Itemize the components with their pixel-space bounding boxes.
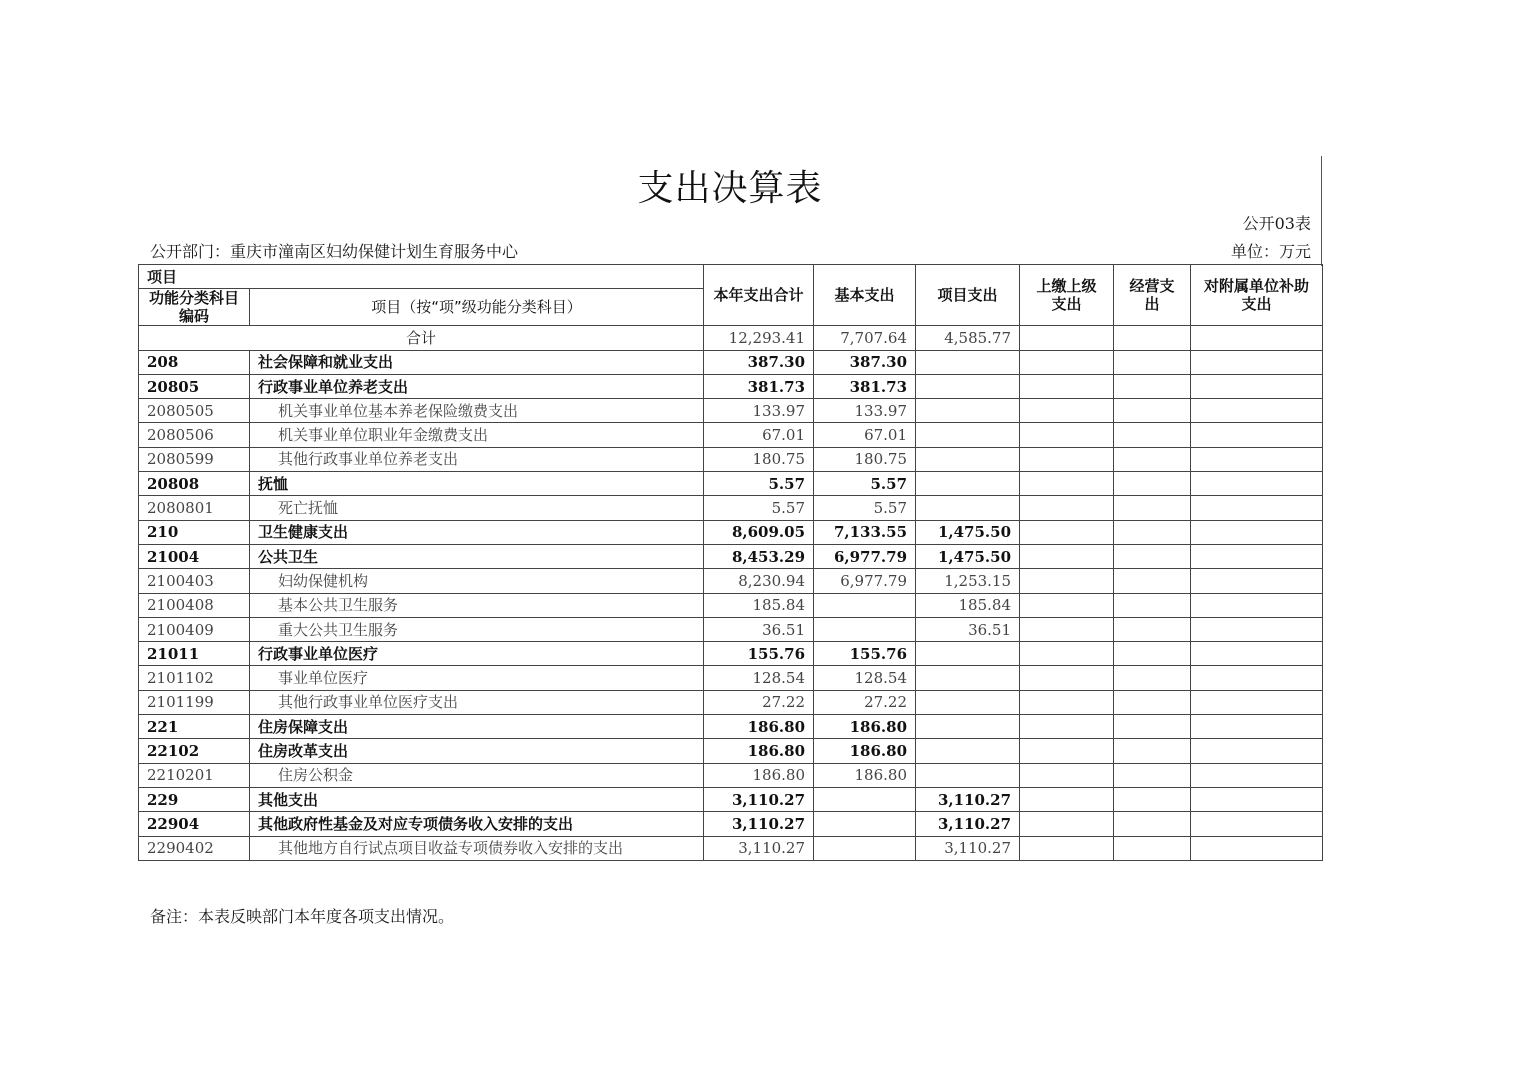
row-business <box>1114 763 1191 787</box>
row-basic <box>814 617 916 641</box>
total-upper <box>1020 326 1114 350</box>
row-code: 208 <box>139 350 250 374</box>
row-subsidy <box>1191 569 1323 593</box>
row-name: 其他政府性基金及对应专项债务收入安排的支出 <box>250 812 704 836</box>
row-code: 21011 <box>139 642 250 666</box>
row-business <box>1114 690 1191 714</box>
row-project <box>916 642 1020 666</box>
row-business <box>1114 544 1191 568</box>
row-name: 其他行政事业单位养老支出 <box>250 447 704 471</box>
row-total: 8,230.94 <box>704 569 814 593</box>
row-business <box>1114 472 1191 496</box>
row-total: 186.80 <box>704 739 814 763</box>
header-item: 项目 <box>139 265 704 289</box>
table-row <box>139 763 1323 787</box>
form-number: 公开03表 <box>1242 214 1311 233</box>
total-row <box>139 326 1323 350</box>
row-name: 其他行政事业单位医疗支出 <box>250 690 704 714</box>
row-code: 221 <box>139 715 250 739</box>
row-name: 妇幼保健机构 <box>250 569 704 593</box>
row-subsidy <box>1191 666 1323 690</box>
row-business <box>1114 447 1191 471</box>
row-basic: 133.97 <box>814 399 916 423</box>
row-project <box>916 399 1020 423</box>
row-basic: 6,977.79 <box>814 569 916 593</box>
row-upper <box>1020 666 1114 690</box>
row-project: 1,475.50 <box>916 520 1020 544</box>
table-row <box>139 520 1323 544</box>
row-business <box>1114 593 1191 617</box>
row-basic: 186.80 <box>814 715 916 739</box>
row-upper <box>1020 739 1114 763</box>
row-subsidy <box>1191 423 1323 447</box>
table-row <box>139 447 1323 471</box>
page-title: 支出决算表 <box>637 168 823 209</box>
table-row <box>139 642 1323 666</box>
row-project <box>916 739 1020 763</box>
row-project: 185.84 <box>916 593 1020 617</box>
row-code: 2080599 <box>139 447 250 471</box>
row-code: 2080506 <box>139 423 250 447</box>
row-code: 2101199 <box>139 690 250 714</box>
row-basic: 381.73 <box>814 374 916 398</box>
row-basic: 128.54 <box>814 666 916 690</box>
row-basic <box>814 812 916 836</box>
row-upper <box>1020 812 1114 836</box>
row-project <box>916 350 1020 374</box>
row-subsidy <box>1191 520 1323 544</box>
table-row <box>139 593 1323 617</box>
row-total: 8,453.29 <box>704 544 814 568</box>
total-project: 4,585.77 <box>916 326 1020 350</box>
row-subsidy <box>1191 787 1323 811</box>
total-subsidy <box>1191 326 1323 350</box>
table-row <box>139 690 1323 714</box>
row-basic: 155.76 <box>814 642 916 666</box>
row-name: 社会保障和就业支出 <box>250 350 704 374</box>
row-business <box>1114 374 1191 398</box>
row-business <box>1114 617 1191 641</box>
row-subsidy <box>1191 447 1323 471</box>
row-basic: 180.75 <box>814 447 916 471</box>
row-code: 2290402 <box>139 836 250 860</box>
row-basic: 6,977.79 <box>814 544 916 568</box>
row-total: 8,609.05 <box>704 520 814 544</box>
row-upper <box>1020 544 1114 568</box>
row-code: 22102 <box>139 739 250 763</box>
row-code: 22904 <box>139 812 250 836</box>
row-business <box>1114 715 1191 739</box>
row-name: 抚恤 <box>250 472 704 496</box>
row-name: 死亡抚恤 <box>250 496 704 520</box>
row-code: 2080505 <box>139 399 250 423</box>
row-project <box>916 666 1020 690</box>
table-row <box>139 423 1323 447</box>
row-business <box>1114 836 1191 860</box>
row-business <box>1114 569 1191 593</box>
row-code: 21004 <box>139 544 250 568</box>
row-code: 2210201 <box>139 763 250 787</box>
row-name: 行政事业单位医疗 <box>250 642 704 666</box>
row-upper <box>1020 787 1114 811</box>
row-code: 229 <box>139 787 250 811</box>
row-basic: 387.30 <box>814 350 916 374</box>
row-project <box>916 423 1020 447</box>
row-total: 3,110.27 <box>704 836 814 860</box>
row-project: 1,253.15 <box>916 569 1020 593</box>
table-row <box>139 569 1323 593</box>
row-upper <box>1020 690 1114 714</box>
table-row <box>139 787 1323 811</box>
row-basic: 7,133.55 <box>814 520 916 544</box>
row-total: 185.84 <box>704 593 814 617</box>
table-row <box>139 715 1323 739</box>
row-project: 36.51 <box>916 617 1020 641</box>
row-name: 其他地方自行试点项目收益专项债券收入安排的支出 <box>250 836 704 860</box>
table-row <box>139 836 1323 860</box>
row-project <box>916 447 1020 471</box>
row-subsidy <box>1191 690 1323 714</box>
row-name: 卫生健康支出 <box>250 520 704 544</box>
table-row <box>139 350 1323 374</box>
row-total: 128.54 <box>704 666 814 690</box>
row-upper <box>1020 447 1114 471</box>
row-upper <box>1020 569 1114 593</box>
row-total: 387.30 <box>704 350 814 374</box>
row-subsidy <box>1191 715 1323 739</box>
row-upper <box>1020 520 1114 544</box>
expenditure-table <box>138 264 1323 861</box>
row-subsidy <box>1191 836 1323 860</box>
table-row <box>139 544 1323 568</box>
table-row <box>139 374 1323 398</box>
row-basic: 186.80 <box>814 739 916 763</box>
row-name: 住房改革支出 <box>250 739 704 763</box>
row-code: 2101102 <box>139 666 250 690</box>
row-basic <box>814 787 916 811</box>
row-business <box>1114 496 1191 520</box>
row-subsidy <box>1191 350 1323 374</box>
department-label: 公开部门：重庆市潼南区妇幼保健计划生育服务中心 <box>150 242 519 261</box>
row-total: 3,110.27 <box>704 812 814 836</box>
row-total: 180.75 <box>704 447 814 471</box>
row-code: 20805 <box>139 374 250 398</box>
header-subsidy: 对附属单位补助支出 <box>1191 265 1323 326</box>
row-upper <box>1020 593 1114 617</box>
row-subsidy <box>1191 399 1323 423</box>
row-total: 186.80 <box>704 715 814 739</box>
row-total: 133.97 <box>704 399 814 423</box>
row-name: 行政事业单位养老支出 <box>250 374 704 398</box>
row-project: 3,110.27 <box>916 836 1020 860</box>
row-name: 住房公积金 <box>250 763 704 787</box>
row-code: 2100403 <box>139 569 250 593</box>
header-business: 经营支出 <box>1114 265 1191 326</box>
row-business <box>1114 787 1191 811</box>
row-name: 住房保障支出 <box>250 715 704 739</box>
row-code: 2080801 <box>139 496 250 520</box>
row-project <box>916 472 1020 496</box>
total-total: 12,293.41 <box>704 326 814 350</box>
header-basic: 基本支出 <box>814 265 916 326</box>
row-name: 机关事业单位基本养老保险缴费支出 <box>250 399 704 423</box>
row-project: 3,110.27 <box>916 787 1020 811</box>
row-basic: 67.01 <box>814 423 916 447</box>
row-name: 事业单位医疗 <box>250 666 704 690</box>
row-project: 3,110.27 <box>916 812 1020 836</box>
row-upper <box>1020 642 1114 666</box>
row-upper <box>1020 374 1114 398</box>
total-business <box>1114 326 1191 350</box>
row-name: 其他支出 <box>250 787 704 811</box>
table-row <box>139 399 1323 423</box>
total-basic: 7,707.64 <box>814 326 916 350</box>
row-basic: 5.57 <box>814 472 916 496</box>
header-total: 本年支出合计 <box>704 265 814 326</box>
row-basic <box>814 593 916 617</box>
row-total: 67.01 <box>704 423 814 447</box>
table-row <box>139 472 1323 496</box>
header-project: 项目支出 <box>916 265 1020 326</box>
row-basic: 186.80 <box>814 763 916 787</box>
row-code: 2100409 <box>139 617 250 641</box>
table-row <box>139 812 1323 836</box>
footnote: 备注：本表反映部门本年度各项支出情况。 <box>150 907 455 926</box>
row-upper <box>1020 715 1114 739</box>
row-business <box>1114 350 1191 374</box>
row-upper <box>1020 617 1114 641</box>
row-upper <box>1020 423 1114 447</box>
row-upper <box>1020 472 1114 496</box>
row-code: 210 <box>139 520 250 544</box>
row-total: 3,110.27 <box>704 787 814 811</box>
table-row <box>139 617 1323 641</box>
row-upper <box>1020 836 1114 860</box>
table-row <box>139 739 1323 763</box>
row-subsidy <box>1191 472 1323 496</box>
unit-label: 单位：万元 <box>1230 242 1311 261</box>
row-name: 基本公共卫生服务 <box>250 593 704 617</box>
row-subsidy <box>1191 739 1323 763</box>
row-business <box>1114 642 1191 666</box>
row-basic: 5.57 <box>814 496 916 520</box>
row-project: 1,475.50 <box>916 544 1020 568</box>
row-subsidy <box>1191 812 1323 836</box>
table-row <box>139 666 1323 690</box>
row-business <box>1114 520 1191 544</box>
header-name: 项目（按“项”级功能分类科目） <box>250 289 704 326</box>
total-label: 合计 <box>139 326 704 350</box>
row-business <box>1114 399 1191 423</box>
row-subsidy <box>1191 593 1323 617</box>
row-total: 5.57 <box>704 496 814 520</box>
row-subsidy <box>1191 544 1323 568</box>
row-project <box>916 763 1020 787</box>
row-total: 186.80 <box>704 763 814 787</box>
row-subsidy <box>1191 496 1323 520</box>
row-code: 20808 <box>139 472 250 496</box>
table-body <box>139 265 1323 861</box>
header-code: 功能分类科目编码 <box>139 289 250 326</box>
row-subsidy <box>1191 374 1323 398</box>
row-upper <box>1020 350 1114 374</box>
row-upper <box>1020 496 1114 520</box>
row-name: 机关事业单位职业年金缴费支出 <box>250 423 704 447</box>
row-name: 公共卫生 <box>250 544 704 568</box>
row-business <box>1114 666 1191 690</box>
row-subsidy <box>1191 763 1323 787</box>
row-upper <box>1020 399 1114 423</box>
row-total: 155.76 <box>704 642 814 666</box>
row-code: 2100408 <box>139 593 250 617</box>
row-business <box>1114 739 1191 763</box>
row-name: 重大公共卫生服务 <box>250 617 704 641</box>
row-business <box>1114 423 1191 447</box>
row-upper <box>1020 763 1114 787</box>
row-total: 5.57 <box>704 472 814 496</box>
row-subsidy <box>1191 617 1323 641</box>
header-upper: 上缴上级支出 <box>1020 265 1114 326</box>
row-basic <box>814 836 916 860</box>
row-business <box>1114 812 1191 836</box>
row-project <box>916 496 1020 520</box>
row-total: 381.73 <box>704 374 814 398</box>
row-total: 36.51 <box>704 617 814 641</box>
row-total: 27.22 <box>704 690 814 714</box>
row-project <box>916 715 1020 739</box>
row-basic: 27.22 <box>814 690 916 714</box>
row-subsidy <box>1191 642 1323 666</box>
row-project <box>916 690 1020 714</box>
table-row <box>139 496 1323 520</box>
row-project <box>916 374 1020 398</box>
